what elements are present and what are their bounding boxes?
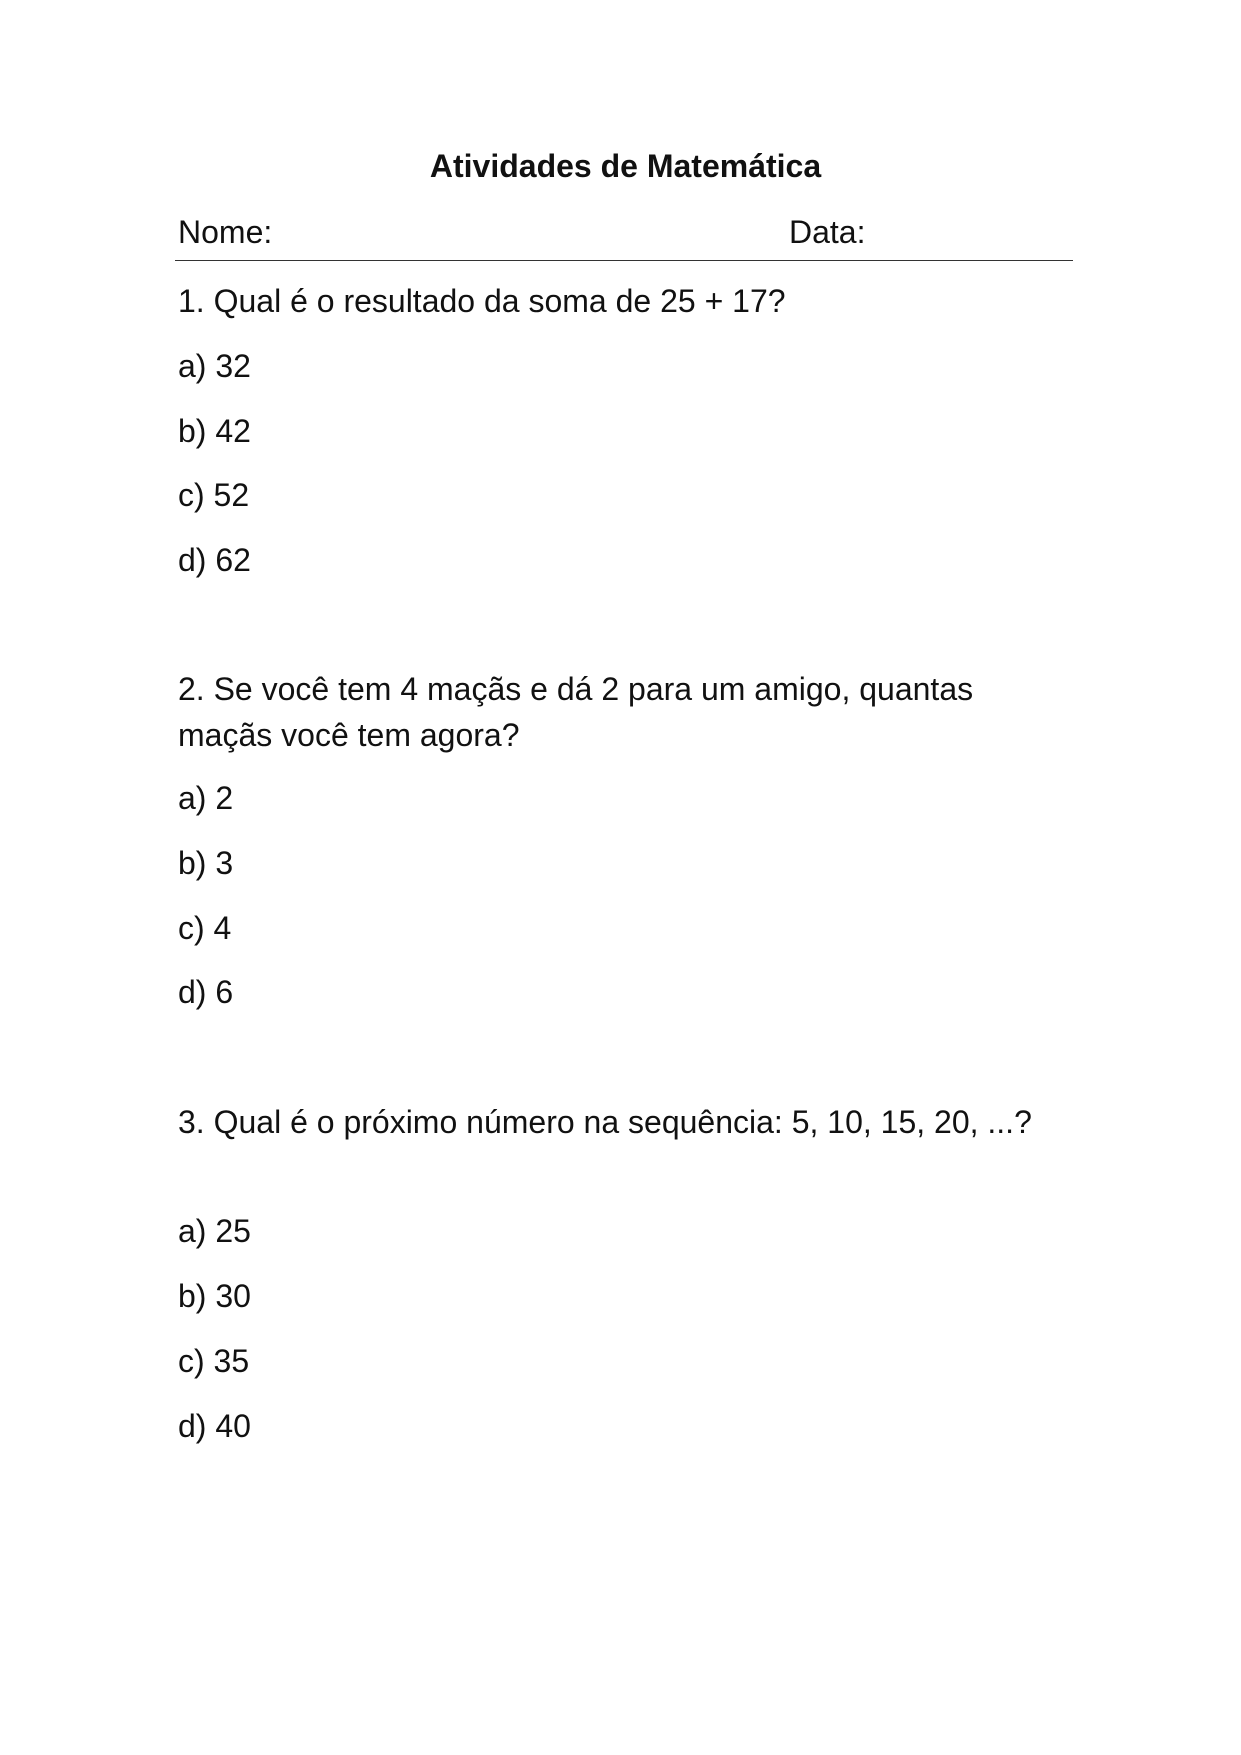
option-b: b) 3 [178, 845, 234, 881]
option-d: d) 62 [178, 542, 251, 578]
name-label: Nome: [178, 214, 273, 250]
option-c: c) 35 [178, 1343, 250, 1379]
question-text: 2. Se você tem 4 maçãs e dá 2 para um amigo, quantas maçãs você tem agora? [178, 671, 974, 753]
option-c: c) 4 [178, 910, 232, 946]
question-text: 3. Qual é o próximo número na sequência: 5, 10, 15, 20, ...? [178, 1104, 1032, 1140]
question-2 [178, 666, 1058, 1010]
option-a: a) 32 [178, 348, 251, 384]
name-date-header [175, 212, 1073, 261]
question-1 [178, 278, 1058, 578]
option-d: d) 6 [178, 974, 234, 1010]
option-b: b) 42 [178, 413, 251, 449]
option-a: a) 25 [178, 1213, 251, 1249]
option-a: a) 2 [178, 780, 234, 816]
option-c: c) 52 [178, 477, 250, 513]
worksheet-title: Atividades de Matemática [429, 148, 822, 184]
option-d: d) 40 [178, 1408, 251, 1444]
date-label: Data: [789, 214, 866, 250]
question-3 [178, 1099, 1058, 1444]
option-b: b) 30 [178, 1278, 251, 1314]
question-text: 1. Qual é o resultado da soma de 25 + 17? [178, 283, 786, 319]
